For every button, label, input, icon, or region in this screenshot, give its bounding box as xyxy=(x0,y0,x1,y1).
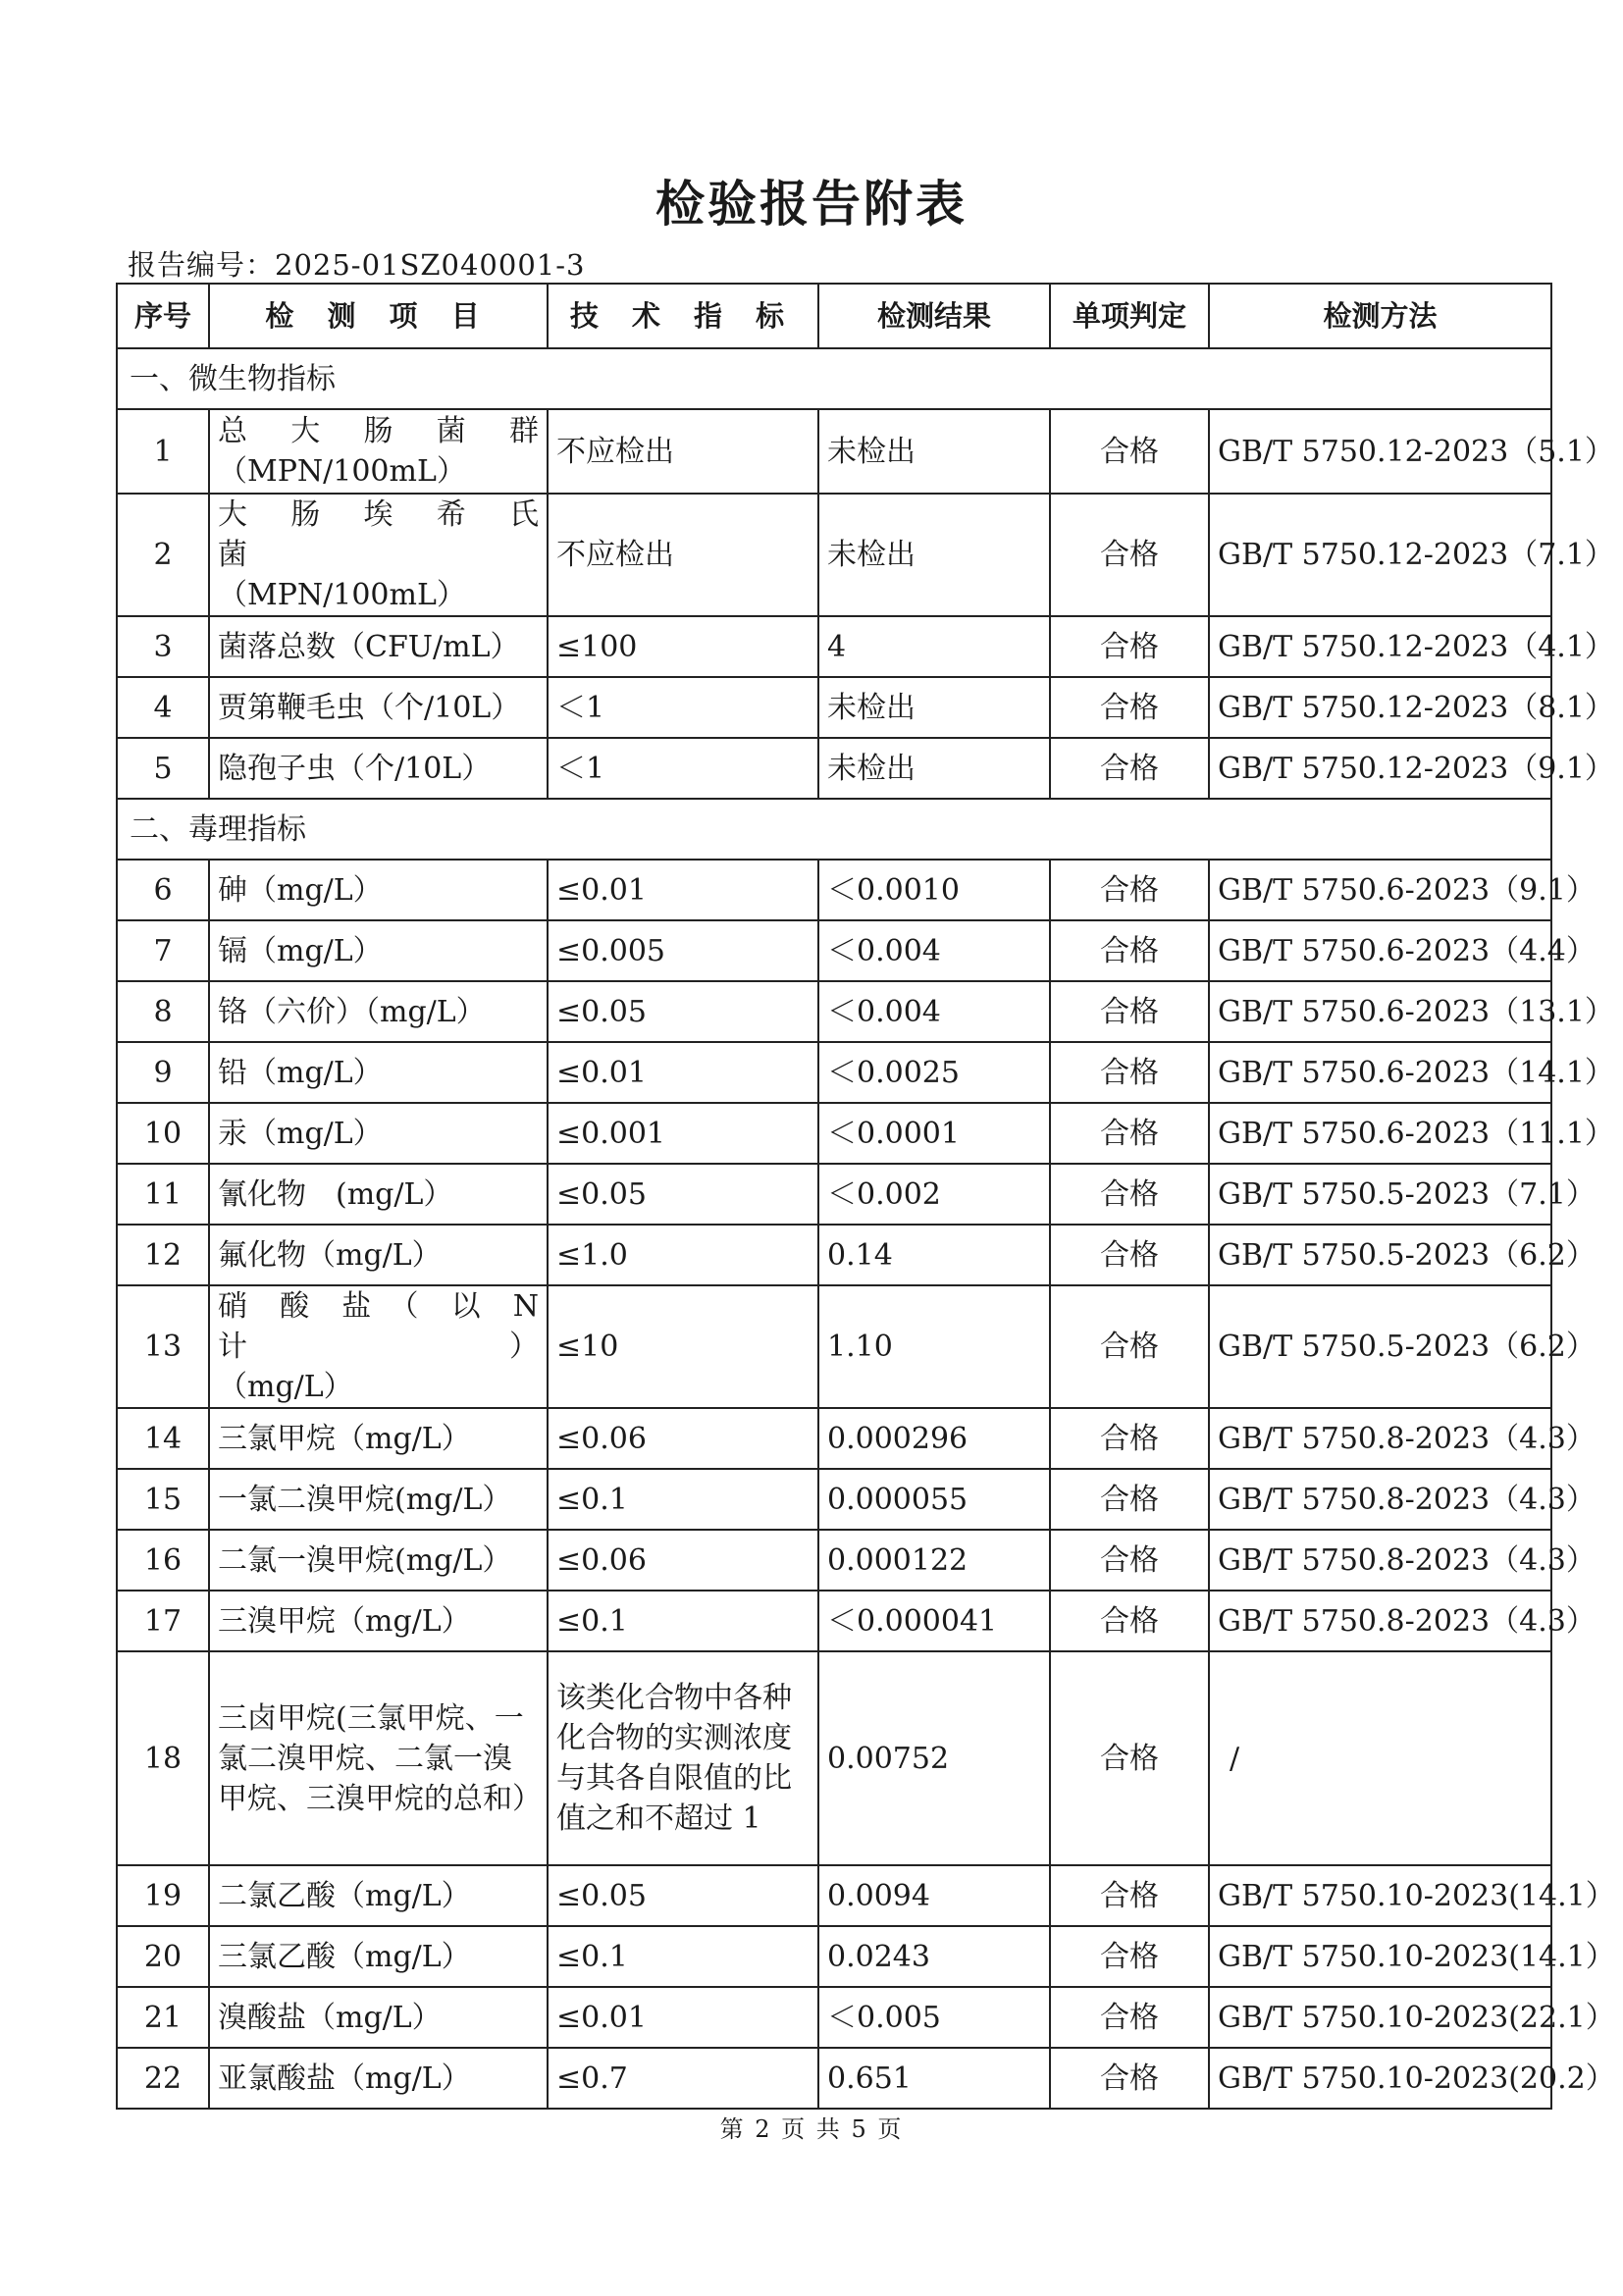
row-no: 4 xyxy=(117,677,209,738)
row-result: ＜0.005 xyxy=(818,1987,1050,2048)
row-method: GB/T 5750.8-2023（4.3） xyxy=(1209,1591,1551,1651)
page-footer: 第 2 页 共 5 页 xyxy=(719,2115,904,2143)
row-no: 3 xyxy=(117,616,209,677)
row-judge: 合格 xyxy=(1050,1591,1209,1651)
row-method: / xyxy=(1209,1651,1551,1865)
row-result: 未检出 xyxy=(818,494,1050,616)
row-result: 0.000296 xyxy=(818,1408,1050,1469)
row-spec: ≤0.05 xyxy=(548,1164,818,1225)
row-judge: 合格 xyxy=(1050,1926,1209,1987)
row-judge: 合格 xyxy=(1050,1469,1209,1530)
table-row xyxy=(117,1042,1551,1103)
row-item: 汞（mg/L） xyxy=(209,1103,548,1164)
row-method: GB/T 5750.12-2023（5.1） xyxy=(1209,409,1551,494)
header-judge: 单项判定 xyxy=(1050,284,1209,348)
row-spec: ＜1 xyxy=(548,738,818,799)
row-item: 铅（mg/L） xyxy=(209,1042,548,1103)
table-row xyxy=(117,738,1551,799)
row-result: 4 xyxy=(818,616,1050,677)
row-spec: 不应检出 xyxy=(548,409,818,494)
row-judge: 合格 xyxy=(1050,860,1209,920)
table-row xyxy=(117,1865,1551,1926)
row-method: GB/T 5750.6-2023（13.1） xyxy=(1209,981,1551,1042)
row-item: 砷（mg/L） xyxy=(209,860,548,920)
report-number: 报告编号：2025-01SZ040001-3 xyxy=(128,248,586,282)
row-spec: ≤100 xyxy=(548,616,818,677)
inspection-table xyxy=(116,283,1615,2110)
row-result: 1.10 xyxy=(818,1285,1050,1408)
row-item: 亚氯酸盐（mg/L） xyxy=(209,2048,548,2109)
row-spec: ≤0.1 xyxy=(548,1591,818,1651)
row-method: GB/T 5750.12-2023（9.1） xyxy=(1209,738,1551,799)
row-item-line1: 硝 酸 盐 （ 以 N 计 ） xyxy=(218,1289,568,1364)
row-method: GB/T 5750.12-2023（8.1） xyxy=(1209,677,1551,738)
row-no: 15 xyxy=(117,1469,209,1530)
table-row xyxy=(117,1651,1551,1865)
row-item: 一氯二溴甲烷(mg/L） xyxy=(209,1469,548,1530)
row-result: 未检出 xyxy=(818,409,1050,494)
row-item: 氰化物 (mg/L） xyxy=(209,1164,548,1225)
row-no: 13 xyxy=(117,1285,209,1408)
row-item xyxy=(209,1285,568,1408)
row-result: 0.14 xyxy=(818,1225,1050,1285)
header-result: 检测结果 xyxy=(818,284,1050,348)
row-spec: ≤0.1 xyxy=(548,1469,818,1530)
table-row xyxy=(117,1591,1551,1651)
row-judge: 合格 xyxy=(1050,409,1209,494)
row-judge: 合格 xyxy=(1050,1103,1209,1164)
row-item-line1: 大 肠 埃 希 氏 菌 xyxy=(218,497,568,572)
row-judge: 合格 xyxy=(1050,1164,1209,1225)
row-item-line2: （MPN/100mL） xyxy=(218,578,466,612)
row-spec: ≤0.7 xyxy=(548,2048,818,2109)
row-judge: 合格 xyxy=(1050,1651,1209,1865)
row-spec: ≤0.001 xyxy=(548,1103,818,1164)
row-result: 0.000122 xyxy=(818,1530,1050,1591)
row-no: 6 xyxy=(117,860,209,920)
row-item-line2: （mg/L） xyxy=(218,1370,353,1404)
row-spec: ≤0.01 xyxy=(548,1987,818,2048)
row-spec: ≤0.01 xyxy=(548,1042,818,1103)
row-judge: 合格 xyxy=(1050,1285,1209,1408)
header-spec: 技 术 指 标 xyxy=(548,284,818,348)
row-judge: 合格 xyxy=(1050,920,1209,981)
row-spec: ≤0.01 xyxy=(548,860,818,920)
row-result: 0.00752 xyxy=(818,1651,1050,1865)
row-item: 隐孢子虫（个/10L） xyxy=(209,738,548,799)
row-spec: 该类化合物中各种化合物的实测浓度与其各自限值的比值之和不超过 1 xyxy=(548,1651,818,1865)
row-item: 三氯乙酸（mg/L） xyxy=(209,1926,548,1987)
row-spec: ≤0.05 xyxy=(548,981,818,1042)
row-no: 1 xyxy=(117,409,209,494)
row-result: 未检出 xyxy=(818,677,1050,738)
table-row xyxy=(117,1408,1551,1469)
row-no: 11 xyxy=(117,1164,209,1225)
row-item: 氟化物（mg/L） xyxy=(209,1225,548,1285)
row-method: GB/T 5750.12-2023（7.1） xyxy=(1209,494,1551,616)
table-row xyxy=(117,616,1551,677)
row-result: ＜0.0010 xyxy=(818,860,1050,920)
row-method: GB/T 5750.8-2023（4.3） xyxy=(1209,1408,1551,1469)
row-judge: 合格 xyxy=(1050,616,1209,677)
row-judge: 合格 xyxy=(1050,981,1209,1042)
row-item: 二氯一溴甲烷(mg/L） xyxy=(209,1530,548,1591)
row-result: ＜0.004 xyxy=(818,981,1050,1042)
row-no: 14 xyxy=(117,1408,209,1469)
row-spec: ≤0.005 xyxy=(548,920,818,981)
row-no: 22 xyxy=(117,2048,209,2109)
row-item-line1: 总 大 肠 菌 群 xyxy=(218,414,539,448)
row-judge: 合格 xyxy=(1050,1865,1209,1926)
table-row xyxy=(117,409,1551,494)
row-method: GB/T 5750.12-2023（4.1） xyxy=(1209,616,1551,677)
row-no: 18 xyxy=(117,1651,209,1865)
row-spec: ≤0.06 xyxy=(548,1530,818,1591)
header-item: 检 测 项 目 xyxy=(209,284,548,348)
row-no: 10 xyxy=(117,1103,209,1164)
row-judge: 合格 xyxy=(1050,738,1209,799)
table-row xyxy=(117,1103,1551,1164)
row-method: GB/T 5750.10-2023(14.1） xyxy=(1209,1926,1551,1987)
row-spec: ≤0.06 xyxy=(548,1408,818,1469)
row-judge: 合格 xyxy=(1050,1987,1209,2048)
row-judge: 合格 xyxy=(1050,1530,1209,1591)
row-no: 16 xyxy=(117,1530,209,1591)
row-no: 8 xyxy=(117,981,209,1042)
row-spec: ≤1.0 xyxy=(548,1225,818,1285)
row-judge: 合格 xyxy=(1050,1408,1209,1469)
row-judge: 合格 xyxy=(1050,677,1209,738)
row-method: GB/T 5750.6-2023（11.1） xyxy=(1209,1103,1551,1164)
row-method: GB/T 5750.5-2023（7.1） xyxy=(1209,1164,1551,1225)
table-row xyxy=(117,920,1551,981)
row-method: GB/T 5750.8-2023（4.3） xyxy=(1209,1530,1551,1591)
table-row xyxy=(117,1926,1551,1987)
table-row xyxy=(117,981,1551,1042)
table-row xyxy=(117,677,1551,738)
row-result: ＜0.002 xyxy=(818,1164,1050,1225)
row-spec: ≤10 xyxy=(548,1285,818,1408)
table-header-row xyxy=(117,284,1551,348)
row-item xyxy=(209,409,548,494)
table-row xyxy=(117,494,1551,616)
row-no: 12 xyxy=(117,1225,209,1285)
row-no: 21 xyxy=(117,1987,209,2048)
row-result: 未检出 xyxy=(818,738,1050,799)
row-method: GB/T 5750.5-2023（6.2） xyxy=(1209,1285,1551,1408)
row-spec: ≤0.05 xyxy=(548,1865,818,1926)
table-row xyxy=(117,1469,1551,1530)
report-title: 检验报告附表 xyxy=(655,176,968,233)
table-row xyxy=(117,1530,1551,1591)
row-no: 20 xyxy=(117,1926,209,1987)
row-method: GB/T 5750.6-2023（9.1） xyxy=(1209,860,1551,920)
row-item-line2: （MPN/100mL） xyxy=(218,454,466,489)
section-title: 一、微生物指标 xyxy=(117,348,1551,409)
row-judge: 合格 xyxy=(1050,1042,1209,1103)
row-no: 2 xyxy=(117,494,209,616)
row-item: 三卤甲烷(三氯甲烷、一氯二溴甲烷、二氯一溴甲烷、三溴甲烷的总和） xyxy=(209,1651,548,1865)
row-no: 9 xyxy=(117,1042,209,1103)
row-result: ＜0.000041 xyxy=(818,1591,1050,1651)
row-method: GB/T 5750.10-2023(22.1） xyxy=(1209,1987,1551,2048)
row-no: 19 xyxy=(117,1865,209,1926)
row-item xyxy=(209,494,568,616)
row-item: 菌落总数（CFU/mL） xyxy=(209,616,548,677)
row-result: ＜0.0025 xyxy=(818,1042,1050,1103)
row-spec: ≤0.1 xyxy=(548,1926,818,1987)
row-judge: 合格 xyxy=(1050,1225,1209,1285)
row-result: 0.0243 xyxy=(818,1926,1050,1987)
row-method: GB/T 5750.10-2023(14.1） xyxy=(1209,1865,1551,1926)
row-judge: 合格 xyxy=(1050,2048,1209,2109)
section-title: 二、毒理指标 xyxy=(117,799,1551,860)
table-row xyxy=(117,1164,1551,1225)
row-method: GB/T 5750.10-2023(20.2） xyxy=(1209,2048,1551,2109)
row-method: GB/T 5750.5-2023（6.2） xyxy=(1209,1225,1551,1285)
row-result: 0.000055 xyxy=(818,1469,1050,1530)
table-row xyxy=(117,1987,1551,2048)
row-result: 0.651 xyxy=(818,2048,1050,2109)
row-item: 镉（mg/L） xyxy=(209,920,548,981)
table-row xyxy=(117,1225,1551,1285)
row-item: 贾第鞭毛虫（个/10L） xyxy=(209,677,548,738)
row-judge: 合格 xyxy=(1050,494,1209,616)
row-method: GB/T 5750.8-2023（4.3） xyxy=(1209,1469,1551,1530)
row-item: 溴酸盐（mg/L） xyxy=(209,1987,548,2048)
header-no: 序号 xyxy=(117,284,209,348)
section-row-micro xyxy=(117,348,1551,409)
section-row-tox xyxy=(117,799,1551,860)
row-result: ＜0.0001 xyxy=(818,1103,1050,1164)
row-method: GB/T 5750.6-2023（14.1） xyxy=(1209,1042,1551,1103)
header-method: 检测方法 xyxy=(1209,284,1551,348)
row-no: 7 xyxy=(117,920,209,981)
row-spec: ＜1 xyxy=(548,677,818,738)
row-method: GB/T 5750.6-2023（4.4） xyxy=(1209,920,1551,981)
row-result: ＜0.004 xyxy=(818,920,1050,981)
row-no: 5 xyxy=(117,738,209,799)
row-result: 0.0094 xyxy=(818,1865,1050,1926)
row-no: 17 xyxy=(117,1591,209,1651)
row-item: 三氯甲烷（mg/L） xyxy=(209,1408,548,1469)
table-row xyxy=(117,1285,1551,1408)
row-item: 三溴甲烷（mg/L） xyxy=(209,1591,548,1651)
table-row xyxy=(117,860,1551,920)
row-item: 铬（六价）（mg/L） xyxy=(209,981,548,1042)
table-row xyxy=(117,2048,1551,2109)
row-spec: 不应检出 xyxy=(548,494,818,616)
row-item: 二氯乙酸（mg/L） xyxy=(209,1865,548,1926)
